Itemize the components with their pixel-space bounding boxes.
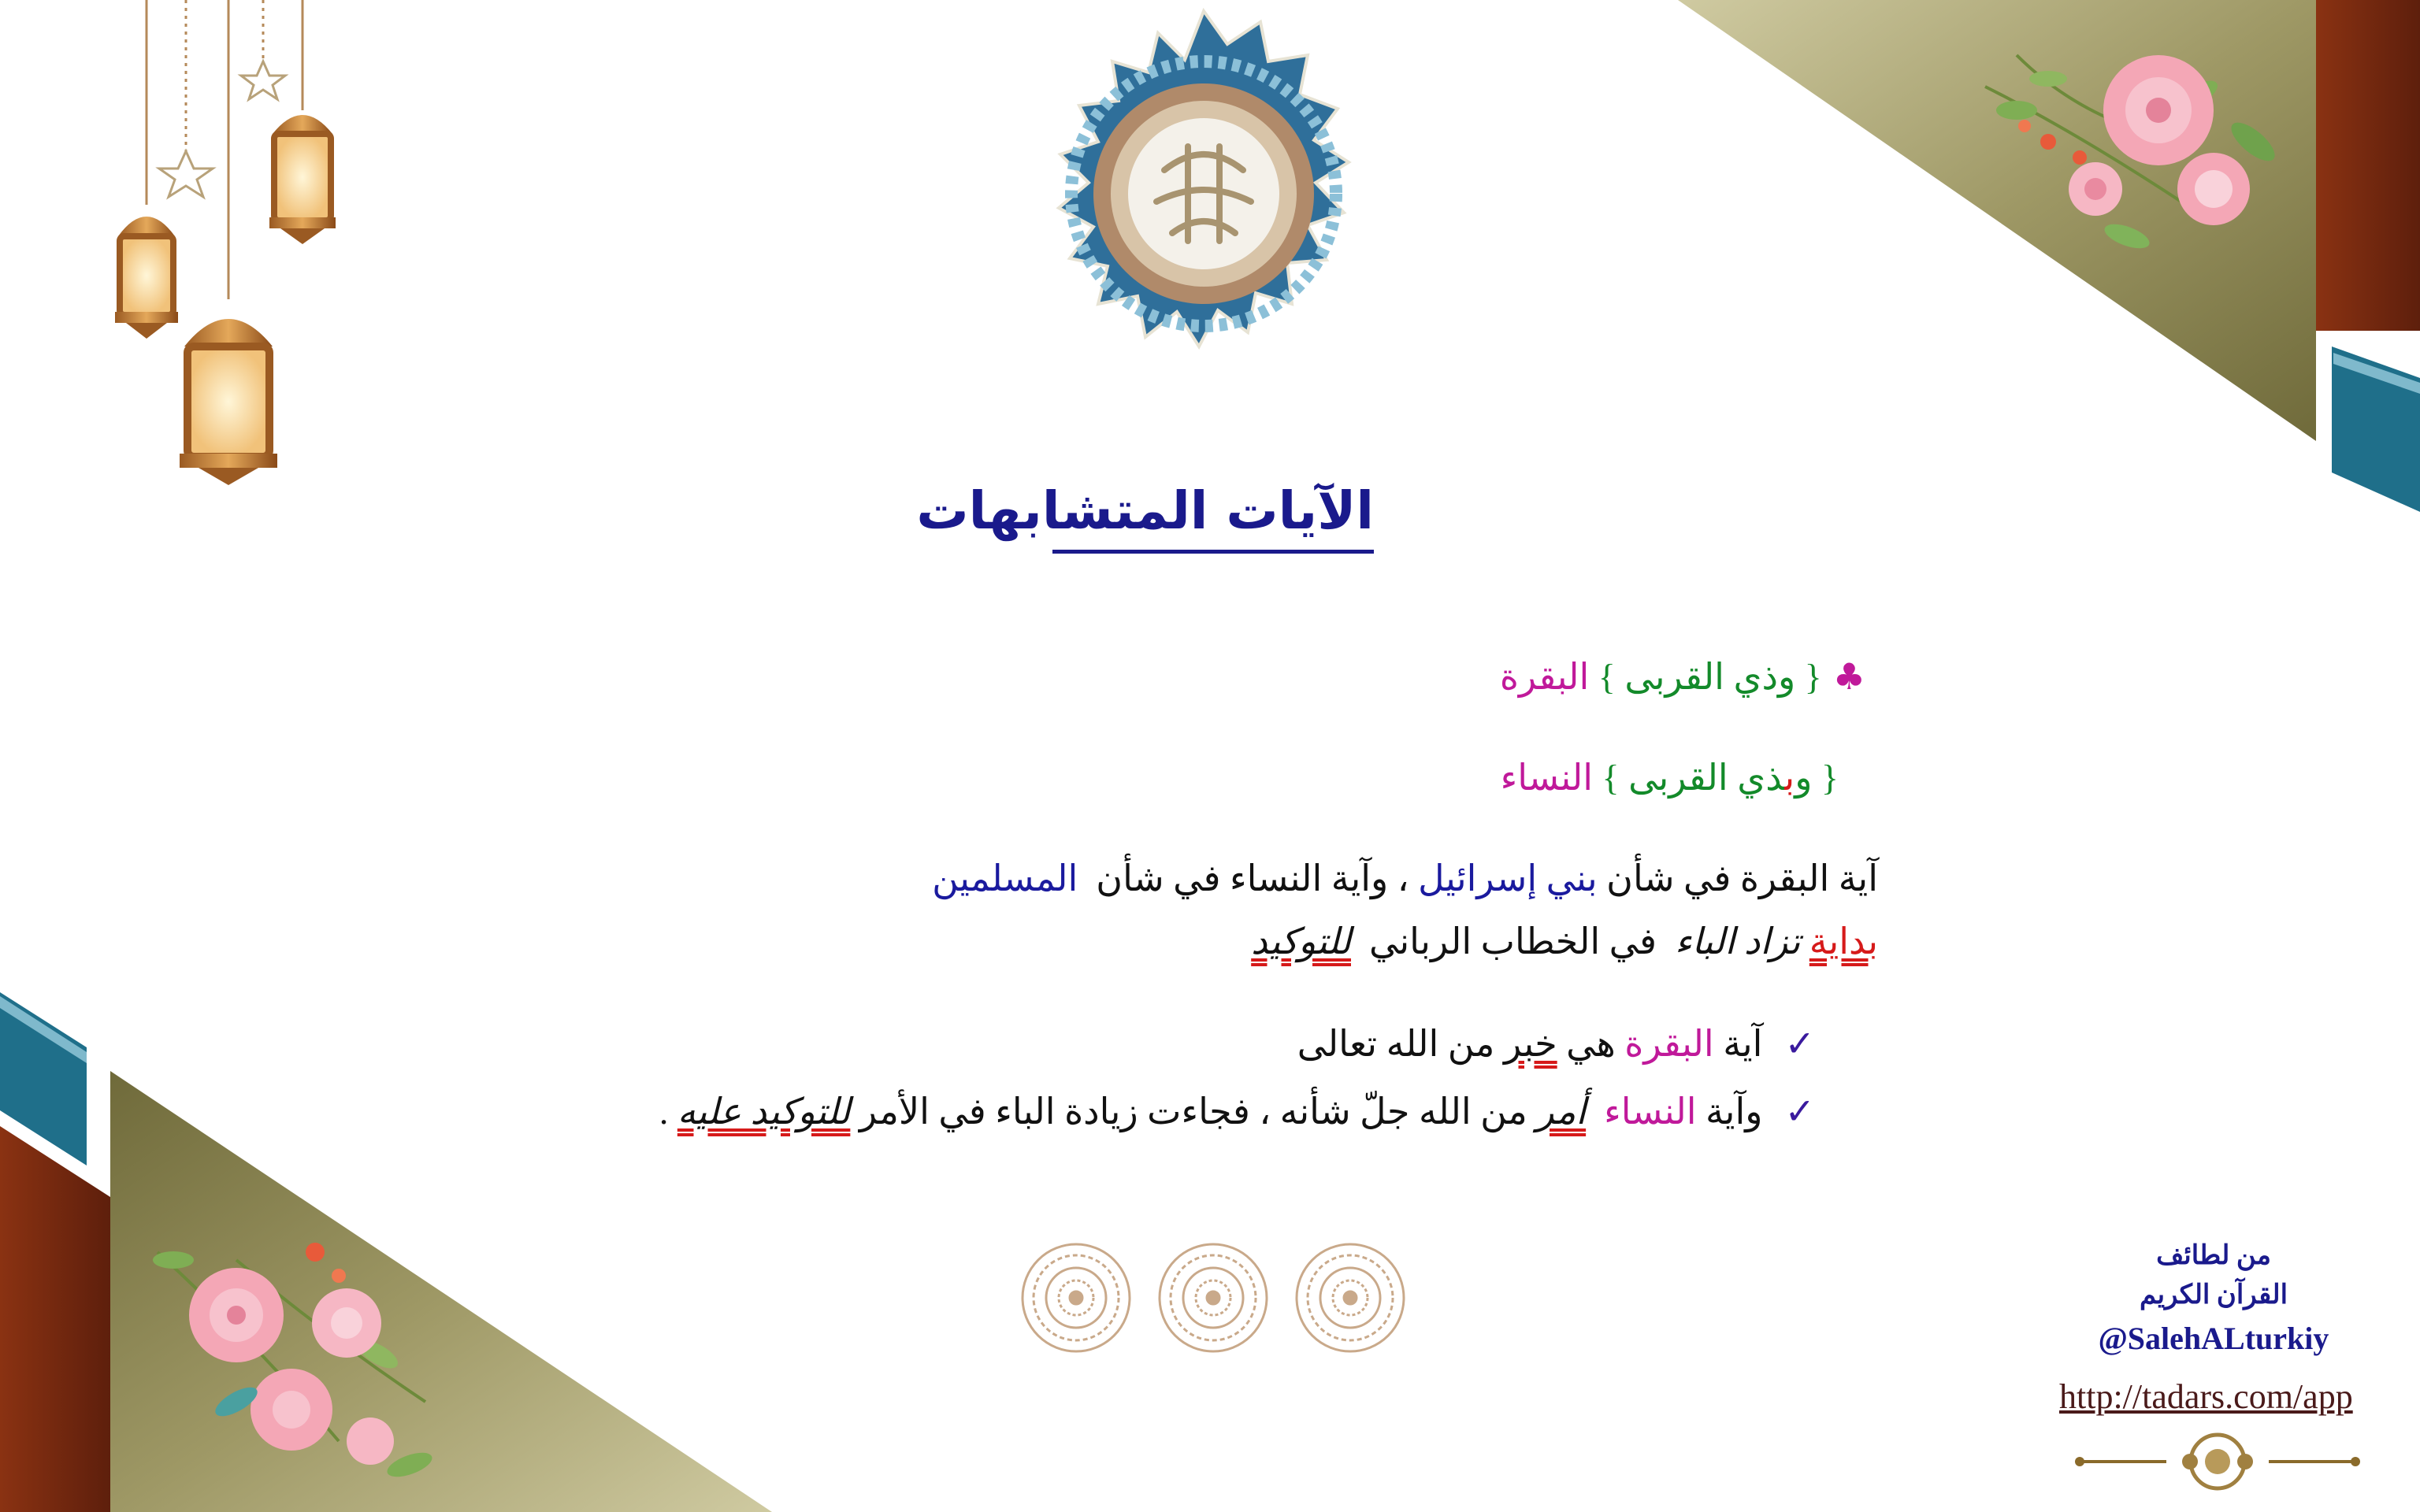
explanation-line-1 <box>932 857 1878 899</box>
highlight-liltawkid-alayh: للتوكيد عليه <box>677 1091 851 1132</box>
verse-ba-letter: ب <box>1784 758 1795 798</box>
mandala-icon <box>1023 1244 1404 1351</box>
page-title: الآيات المتشابهات <box>916 480 1374 541</box>
verse-baqarah <box>1500 655 1865 698</box>
highlight-tuzad-alba: تزاد الباء <box>1675 921 1801 962</box>
explanation-text: في الخطاب الرباني <box>1369 921 1657 962</box>
point-text: من الله تعالى <box>1297 1024 1495 1064</box>
point-text: هي <box>1566 1024 1616 1064</box>
checkmark-icon: ✓ <box>1784 1022 1815 1065</box>
point-2 <box>659 1090 1815 1132</box>
explanation-line-2 <box>1251 920 1878 962</box>
brace-open: { <box>1804 657 1822 697</box>
title-underline <box>1052 550 1374 554</box>
club-bullet-icon: ♣ <box>1832 655 1865 698</box>
verse-prefix: و <box>1795 758 1813 798</box>
point-1 <box>1297 1022 1815 1065</box>
credit-line-2: القرآن الكريم <box>2139 1280 2288 1310</box>
checkmark-icon: ✓ <box>1784 1090 1815 1132</box>
highlight-amr: أمر <box>1536 1091 1587 1132</box>
surah-name: البقرة <box>1624 1024 1714 1064</box>
point-text: . <box>659 1091 669 1132</box>
brace-open: { <box>1821 758 1839 798</box>
ornamental-divider-icon <box>2075 1435 2360 1488</box>
highlight-bidaya: بداية <box>1809 921 1878 962</box>
explanation-text: ، وآية النساء في شأن <box>1096 858 1409 899</box>
credit-line-1: من لطائف <box>2156 1241 2271 1270</box>
point-text: من الله جلّ شأنه ، فجاءت زيادة الباء في الأمر <box>859 1091 1527 1132</box>
highlight-liltawkid: للتوكيد <box>1251 921 1351 962</box>
surah-name: النساء <box>1604 1091 1697 1132</box>
explanation-text: آية البقرة في شأن <box>1606 858 1878 899</box>
surah-name: النساء <box>1500 758 1594 798</box>
point-text: وآية <box>1705 1091 1763 1132</box>
point-text: آية <box>1723 1024 1763 1064</box>
surah-name: البقرة <box>1499 657 1590 697</box>
quran-medallion-icon <box>1059 11 1349 346</box>
highlight-bani-israil: بني إسرائيل <box>1418 858 1598 899</box>
verse-text: ذي القربى <box>1628 758 1785 798</box>
brace-close: } <box>1602 758 1620 798</box>
website-link[interactable]: http://tadars.com/app <box>2059 1377 2353 1416</box>
highlight-muslimin: المسلمين <box>932 858 1078 899</box>
verse-text: وذي القربى <box>1624 657 1796 697</box>
brace-close: } <box>1598 657 1616 697</box>
highlight-khabar: خبر <box>1503 1024 1557 1064</box>
hanging-lanterns-icon <box>115 0 336 485</box>
verse-nisa <box>1501 756 1839 799</box>
credit-handle: @SalehALturkiy <box>2098 1321 2329 1356</box>
credit-block <box>2064 1236 2363 1362</box>
